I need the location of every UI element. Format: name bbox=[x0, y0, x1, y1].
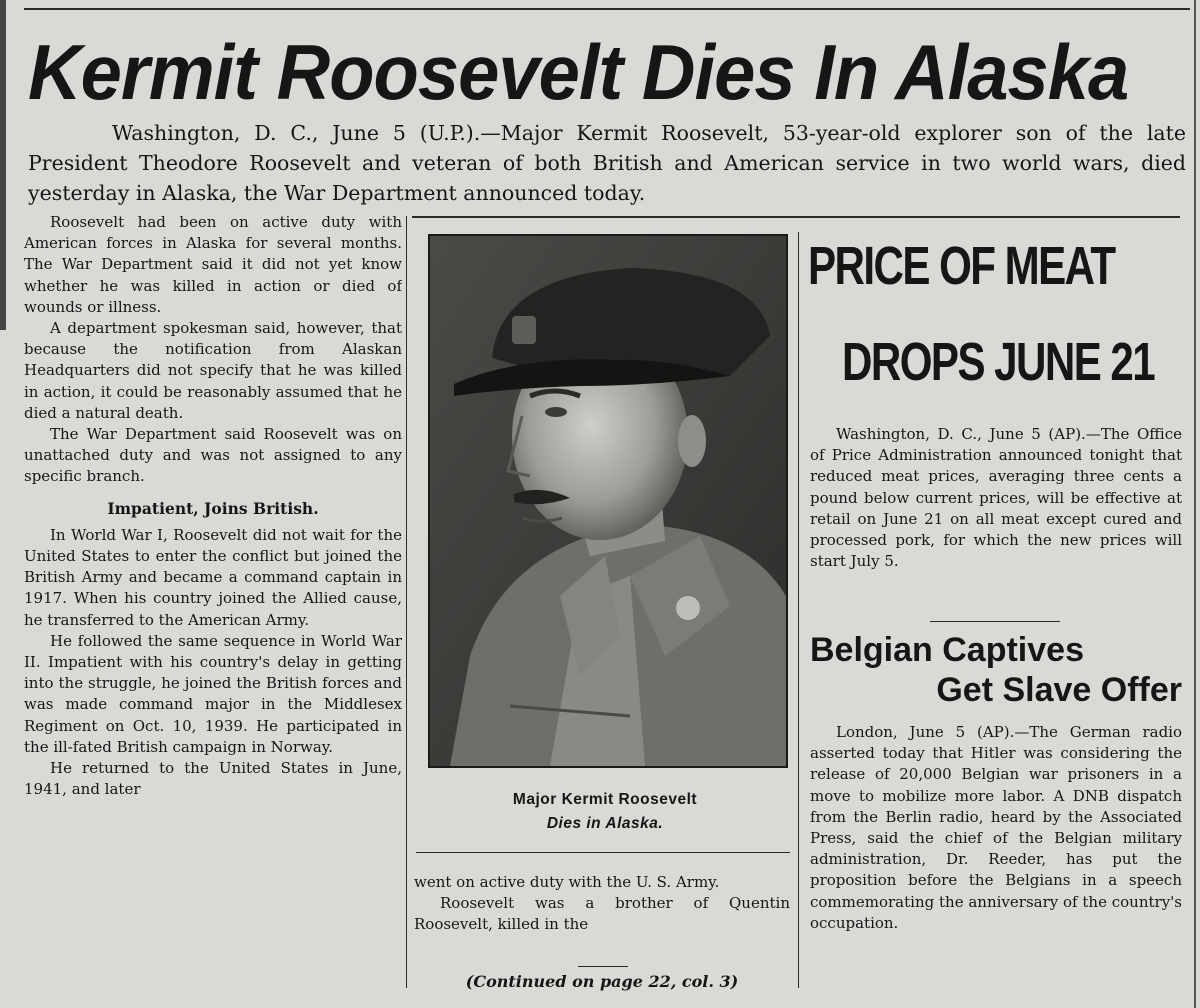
belgian-story-body: London, June 5 (AP).—The German radio asserted today that Hitler was considering the release of 20,000 Belgian war prisoners in a move to mobilize more labor. A DNB dispatch from the Berlin radio, heard by the Associated Press, said the chief of the Belgian military administration, Dr. Reeder, has put the proposition before the Belgians in a speech commemorating the anniversary of the country's occupation. bbox=[810, 723, 1182, 932]
portrait-illustration bbox=[430, 236, 786, 766]
right-page-edge bbox=[1194, 0, 1196, 1008]
portrait-photo bbox=[428, 234, 788, 768]
lede-text: Washington, D. C., June 5 (U.P.).—Major Kermit Roosevelt, 53-year-old explorer son of the late President Theodore Roosevelt and veteran of both British and American service in two world wars, died yesterday in Alaska, the War Department announced today. bbox=[28, 121, 1186, 205]
belgian-story bbox=[810, 722, 1182, 934]
belgian-headline-line-1: Belgian Captives bbox=[810, 631, 1084, 669]
main-headline: Kermit Roosevelt Dies In Alaska bbox=[28, 28, 1129, 116]
subhead: Impatient, Joins British. bbox=[107, 498, 319, 518]
middle-paragraph-2: Roosevelt was a brother of Quentin Roosevelt, killed in the bbox=[414, 894, 790, 934]
middle-paragraph-1: went on active duty with the U. S. Army. bbox=[414, 873, 720, 891]
continued-rule bbox=[578, 966, 628, 967]
column-rule-left bbox=[406, 216, 407, 988]
meat-story-rule bbox=[930, 621, 1060, 622]
left-paragraph-2: A department spokesman said, however, that because the notification from Alaskan Headquarters did not specify that he was killed in action, it could be reasonably assumed that he died a natural death. bbox=[24, 319, 402, 422]
left-paragraph-5: He followed the same sequence in World War II. Impatient with his country's delay in getting into the struggle, he joined the British forces and was made command major in the Middlesex Regiment on Oct. 10, 1939. He participated in the ill-fated British campaign in Norway. bbox=[24, 631, 402, 756]
left-paragraph-6: He returned to the United States in June, 1941, and later bbox=[24, 759, 402, 799]
meat-headline bbox=[808, 236, 1188, 392]
caption-line-1: Major Kermit Roosevelt bbox=[512, 791, 698, 808]
left-paragraph-4: In World War I, Roosevelt did not wait for the United States to enter the conflict but joined the British Army and became a command captain in 1917. When his country joined the Allied cause, he transferred to the American Army. bbox=[24, 525, 402, 629]
left-paragraph-3: The War Department said Roosevelt was on unattached duty and was not assigned to any specific branch. bbox=[24, 425, 402, 486]
meat-headline-line-1: PRICE OF MEAT bbox=[808, 236, 1115, 296]
left-paragraph-1: Roosevelt had been on active duty with American forces in Alaska for several months. The War Department said it did not yet know whether he was killed in action or died of wounds or illness. bbox=[24, 213, 402, 316]
middle-column bbox=[414, 872, 790, 936]
meat-story bbox=[810, 424, 1182, 572]
left-page-edge bbox=[0, 0, 6, 330]
lede-bottom-rule bbox=[412, 216, 1180, 218]
lede-paragraph bbox=[28, 118, 1186, 208]
meat-story-body: Washington, D. C., June 5 (AP).—The Office of Price Administration announced tonight that reduced meat prices, averaging three cents a pound below current prices, will be effective at retail on June 21 on all meat except cured and processed pork, for which the new prices will start July 5. bbox=[810, 425, 1182, 571]
continued-note: (Continued on page 22, col. 3) bbox=[465, 972, 739, 991]
meat-headline-line-2: DROPS JUNE 21 bbox=[842, 332, 1155, 392]
belgian-headline-line-2: Get Slave Offer bbox=[936, 671, 1182, 709]
column-rule-right bbox=[798, 232, 799, 988]
photo-caption bbox=[418, 788, 792, 836]
caption-line-2: Dies in Alaska. bbox=[546, 815, 664, 832]
caption-rule bbox=[416, 852, 790, 853]
left-column bbox=[24, 212, 402, 1002]
belgian-headline bbox=[810, 630, 1182, 710]
top-rule bbox=[24, 8, 1190, 10]
